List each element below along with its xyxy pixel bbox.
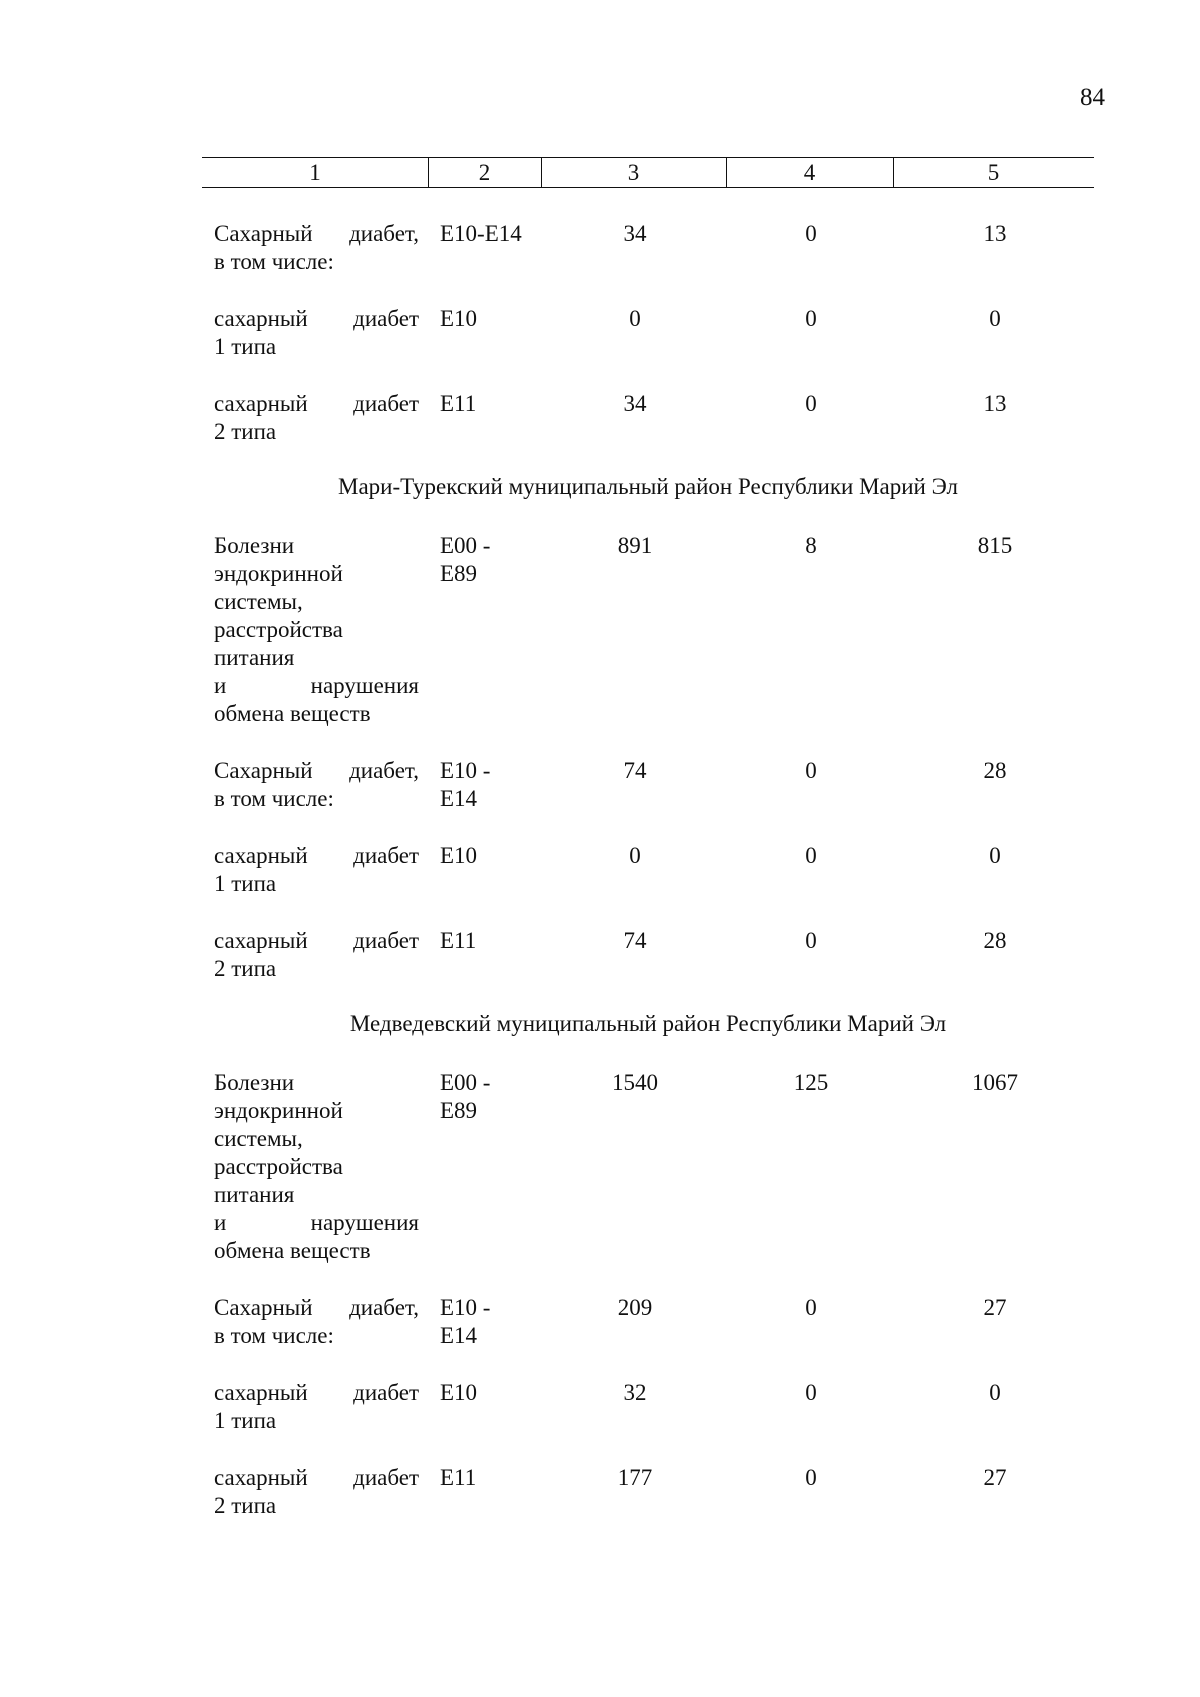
indicator-name-line: питания <box>214 1182 295 1207</box>
indicator-name-line: 2 типа <box>214 419 277 444</box>
indicator-name-line: в том числе: <box>214 249 334 274</box>
value-col-5: 0 <box>989 306 1001 331</box>
indicator-name <box>214 532 419 728</box>
value-col-4: 0 <box>805 221 817 246</box>
indicator-name <box>214 1069 419 1265</box>
icd-code-line: E10 <box>440 843 478 868</box>
indicator-name-line: Сахарный диабет, <box>214 1295 419 1320</box>
value-col-4: 0 <box>805 928 817 953</box>
value-col-5: 0 <box>989 1380 1001 1405</box>
indicator-name <box>214 220 419 276</box>
value-col-5: 27 <box>983 1465 1007 1490</box>
icd-code-line: E10 - <box>440 758 491 783</box>
value-col-5: 13 <box>983 391 1007 416</box>
header-col-4: 4 <box>803 160 816 185</box>
value-col-3: 34 <box>623 221 647 246</box>
indicator-name-line: сахарный диабет <box>214 928 419 953</box>
value-col-4: 8 <box>805 533 817 558</box>
section-title: Мари-Турекский муниципальный район Республики Марий Эл <box>338 474 958 499</box>
value-col-5: 1067 <box>972 1070 1018 1095</box>
section-title: Медведевский муниципальный район Республики Марий Эл <box>349 1011 947 1036</box>
indicator-name-line: и нарушения <box>214 1210 419 1235</box>
table-header-bottom-rule <box>202 187 1094 188</box>
table-header-top-rule <box>202 157 1094 158</box>
header-col-2: 2 <box>478 160 491 185</box>
header-col-5: 5 <box>987 160 1000 185</box>
value-col-4: 0 <box>805 843 817 868</box>
indicator-name <box>214 757 419 813</box>
icd-code-line: E89 <box>440 1098 478 1123</box>
header-col-1: 1 <box>309 160 321 185</box>
icd-code-line: E10 <box>440 1380 478 1405</box>
icd-code <box>440 305 530 333</box>
indicator-name-line: обмена веществ <box>214 1238 371 1263</box>
value-col-5: 13 <box>983 221 1007 246</box>
indicator-name-line: системы, <box>214 1126 303 1151</box>
value-col-3: 0 <box>629 306 641 331</box>
icd-code <box>440 1069 530 1125</box>
value-col-4: 0 <box>805 391 817 416</box>
value-col-4: 0 <box>805 1465 817 1490</box>
indicator-name-line: сахарный диабет <box>214 1465 419 1490</box>
icd-code <box>440 757 530 813</box>
value-col-3: 177 <box>617 1465 653 1490</box>
value-col-3: 74 <box>623 928 647 953</box>
indicator-name-line: расстройства <box>214 617 343 642</box>
icd-code <box>440 927 530 955</box>
value-col-5: 27 <box>983 1295 1007 1320</box>
indicator-name-line: 1 типа <box>214 1408 277 1433</box>
indicator-name-line: сахарный диабет <box>214 1380 419 1405</box>
indicator-name <box>214 842 419 898</box>
value-col-5: 815 <box>977 533 1013 558</box>
icd-code-line: E14 <box>440 1323 478 1348</box>
value-col-4: 125 <box>793 1070 829 1095</box>
icd-code-line: E11 <box>440 1465 477 1490</box>
icd-code-line: E11 <box>440 928 477 953</box>
value-col-5: 28 <box>983 928 1007 953</box>
indicator-name-line: питания <box>214 645 295 670</box>
indicator-name <box>214 390 419 446</box>
icd-code-line: E14 <box>440 786 478 811</box>
indicator-name-line: обмена веществ <box>214 701 371 726</box>
header-col-3: 3 <box>627 160 640 185</box>
value-col-3: 0 <box>629 843 641 868</box>
icd-code-line: E10 - <box>440 1295 491 1320</box>
indicator-name-line: 2 типа <box>214 956 277 981</box>
indicator-name-line: системы, <box>214 589 303 614</box>
icd-code-line: E00 - <box>440 533 491 558</box>
icd-code-line: E00 - <box>440 1070 491 1095</box>
indicator-name <box>214 927 419 983</box>
indicator-name-line: сахарный диабет <box>214 391 419 416</box>
indicator-name-line: Болезни <box>214 533 295 558</box>
icd-code <box>440 1294 530 1350</box>
icd-code-line: E11 <box>440 391 477 416</box>
indicator-name <box>214 1294 419 1350</box>
indicator-name <box>214 1464 419 1520</box>
icd-code <box>440 1379 530 1407</box>
icd-code <box>440 220 530 248</box>
indicator-name-line: в том числе: <box>214 1323 334 1348</box>
value-col-3: 34 <box>623 391 647 416</box>
icd-code-line: E10 <box>440 306 478 331</box>
indicator-name-line: расстройства <box>214 1154 343 1179</box>
indicator-name-line: сахарный диабет <box>214 306 419 331</box>
indicator-name-line: 1 типа <box>214 871 277 896</box>
value-col-3: 32 <box>623 1380 647 1405</box>
indicator-name <box>214 305 419 361</box>
value-col-5: 28 <box>983 758 1007 783</box>
page-number: 84 <box>1080 84 1105 111</box>
indicator-name-line: сахарный диабет <box>214 843 419 868</box>
icd-code <box>440 390 530 418</box>
icd-code-line: E10-E14 <box>440 221 522 246</box>
icd-code <box>440 1464 530 1492</box>
value-col-4: 0 <box>805 758 817 783</box>
icd-code-line: E89 <box>440 561 478 586</box>
value-col-3: 209 <box>617 1295 653 1320</box>
icd-code <box>440 532 530 588</box>
indicator-name-line: Сахарный диабет, <box>214 758 419 783</box>
indicator-name-line: эндокринной <box>214 561 343 586</box>
value-col-4: 0 <box>805 1380 817 1405</box>
indicator-name-line: и нарушения <box>214 673 419 698</box>
indicator-name-line: 1 типа <box>214 334 277 359</box>
value-col-3: 74 <box>623 758 647 783</box>
value-col-4: 0 <box>805 1295 817 1320</box>
indicator-name-line: в том числе: <box>214 786 334 811</box>
indicator-name-line: 2 типа <box>214 1493 277 1518</box>
icd-code <box>440 842 530 870</box>
value-col-4: 0 <box>805 306 817 331</box>
value-col-3: 1540 <box>612 1070 658 1095</box>
value-col-3: 891 <box>617 533 653 558</box>
indicator-name-line: эндокринной <box>214 1098 343 1123</box>
indicator-name-line: Сахарный диабет, <box>214 221 419 246</box>
indicator-name-line: Болезни <box>214 1070 295 1095</box>
indicator-name <box>214 1379 419 1435</box>
value-col-5: 0 <box>989 843 1001 868</box>
